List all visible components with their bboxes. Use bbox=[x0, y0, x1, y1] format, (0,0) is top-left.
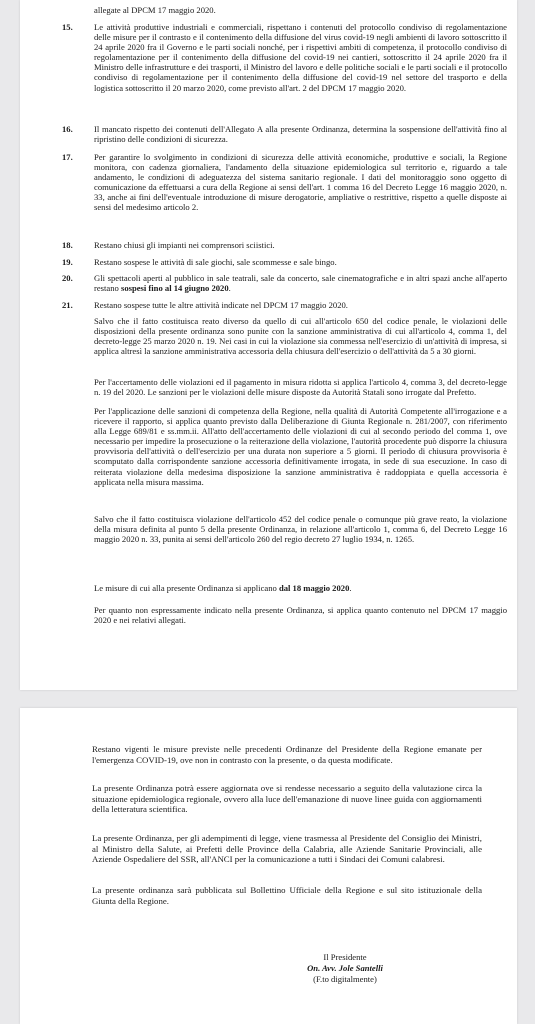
list-item-15 bbox=[62, 22, 507, 93]
signature-block bbox=[270, 952, 420, 986]
closing-paragraph: Per quanto non espressamente indicato nella presente Ordinanza, si applica quanto contenuto nel DPCM 17 maggio 2020 e nei relativi allegati. bbox=[94, 605, 507, 626]
effective-date-bold: dal 18 maggio 2020 bbox=[278, 583, 350, 593]
item-number: 15. bbox=[62, 22, 73, 32]
effective-date-paragraph bbox=[94, 583, 507, 593]
paragraph-trasmissione: La presente Ordinanza, per gli adempimenti di legge, viene trasmessa al Presidente del Consiglio dei Ministri, al Ministro della Salute, ai Prefetti delle Province della Calabria, alle Aziende Sanitarie Provinciali, alle Aziende Ospedaliere del SSR, all'ANCI per la comunicazione a tutti i Sindaci dei Comuni calabresi. bbox=[92, 833, 482, 865]
list-item-17 bbox=[62, 152, 507, 213]
list-item-20 bbox=[62, 273, 507, 293]
document-page-1 bbox=[20, 0, 517, 690]
item-text: Per garantire lo svolgimento in condizioni di sicurezza delle attività economiche, produttive e sociali, la Regione monitora, con cadenza giornaliera, l'andamento della situazione epidemiologica sul territorio e, riguardo a tale andamento, le condizioni di adeguatezza del sistema sanitario regionale. I dati del monitoraggio sono oggetto di comunicazione da effettuarsi a cura della Regione ai sensi dell'art. 1 comma 16 del Decreto Legge 16 maggio 2020, n. 33, anche ai fini dell'eventuale introduzione di misure derogatorie, ampliative o restrittive, rispetto a quelle disposte ai sensi del medesimo articolo 2. bbox=[94, 152, 507, 213]
document-page-2 bbox=[20, 708, 517, 1024]
list-item-16 bbox=[62, 124, 507, 144]
item-number: 18. bbox=[62, 240, 73, 250]
item-number: 17. bbox=[62, 152, 73, 162]
effective-date-end: . bbox=[349, 583, 352, 593]
paragraph-aggiornamento: La presente Ordinanza potrà essere aggiornata ove si rendesse necessario a seguito della valutazione circa la situazione epidemiologica regionale, ovvero alla luce dell'emanazione di nuove linee guida con aggiornamenti della letteratura scientifica. bbox=[92, 783, 482, 815]
signature-name: On. Avv. Jole Santelli bbox=[307, 963, 383, 974]
item-text: Il mancato rispetto dei contenuti dell'Allegato A alla presente Ordinanza, determina la sospensione dell'attività fino al ripristino delle condizioni di sicurezza. bbox=[94, 124, 507, 145]
list-item-18 bbox=[62, 240, 507, 250]
signature-role: Il Presidente bbox=[323, 952, 367, 962]
item-text bbox=[94, 273, 507, 293]
item-text: Le attività produttive industriali e commerciali, rispettano i contenuti del protocollo condiviso di regolamentazione delle misure per il contrasto e il contenimento della diffusione del virus covid-19 negli ambienti di lavoro sottoscritto il 24 aprile 2020 fra il Governo e le parti sociali nonché, per i rispettivi ambiti di competenza, il protocollo condiviso di regolamentazione per il contenimento della diffusione del covid-19 nei cantieri, sottoscritto il 24 aprile 2020 fra il Ministro delle infrastrutture e dei trasporti, il Ministro del lavoro e delle politiche sociali e le parti sociali e il protocollo condiviso di regolamentazione per il contenimento della diffusione del covid-19 nel settore del trasporto e della logistica sottoscritto il 20 marzo 2020, come previsto all'art. 2 del DPCM 17 maggio 2020. bbox=[94, 22, 507, 93]
regional-sanctions-paragraph: Per l'applicazione delle sanzioni di competenza della Regione, nella qualità di Autorità Competente all'irrogazione e a ricevere il rapporto, si applica quanto previsto dalla Deliberazione di Giunta Regionale n. 281/2007, con riferimento alla Legge 689/81 e ss.mm.ii. All'atto dell'accertamento delle violazioni di cui al secondo periodo del comma 1, ove necessario per impedire la prosecuzione o la reiterazione della violazione, l'autorità procedente può disporre la chiusura provvisoria dell'attività o dell'esercizio per una durata non superiore a 5 giorni. Il periodo di chiusura provvisoria è scomputato dalla corrispondente sanzione accessoria definitivamente irrogata, in sede di sua esecuzione. In caso di reiterata violazione della medesima disposizione la sanzione amministrativa è raddoppiata e quella accessoria è applicata nella misura massima. bbox=[94, 406, 507, 487]
item-text-part: Gli spettacoli aperti al pubblico in sale teatrali, sale da concerto, sale cinematografiche e in altri spazi anche all'aperto restano bbox=[94, 273, 507, 294]
item-text: Restano sospese le attività di sale giochi, sale scommesse e sale bingo. bbox=[94, 257, 337, 267]
list-item-19 bbox=[62, 257, 507, 267]
item-number: 21. bbox=[62, 300, 73, 310]
item-text: Restano chiusi gli impianti nei comprensori sciistici. bbox=[94, 240, 275, 250]
item-number: 20. bbox=[62, 273, 73, 283]
paragraph-pubblicazione: La presente ordinanza sarà pubblicata sul Bollettino Ufficiale della Regione e sul sito istituzionale della Giunta della Regione. bbox=[92, 885, 482, 906]
item-number: 19. bbox=[62, 257, 73, 267]
signature-note: (F.to digitalmente) bbox=[313, 974, 377, 985]
item-number: 16. bbox=[62, 124, 73, 134]
paragraph-vigenti: Restano vigenti le misure previste nelle precedenti Ordinanze del Presidente della Regione emanate per l'emergenza COVID-19, ove non in contrasto con la presente, o da questa modificate. bbox=[92, 744, 482, 765]
penal-code-paragraph: Salvo che il fatto costituisca violazione dell'articolo 452 del codice penale o comunque più grave reato, la violazione della misura definita al punto 5 della presente Ordinanza, in relazione all'articolo 1, comma 6, del Decreto Legge 16 maggio 2020 n. 33, punita ai sensi dell'articolo 260 del regio decreto 27 luglio 1934, n. 1265. bbox=[94, 514, 507, 545]
item-text-bold: sospesi fino al 14 giugno 2020 bbox=[120, 283, 229, 294]
list-item-21 bbox=[62, 300, 507, 310]
top-line: allegate al DPCM 17 maggio 2020. bbox=[94, 5, 216, 15]
sanctions-paragraph: Salvo che il fatto costituisca reato diverso da quello di cui all'articolo 650 del codice penale, le violazioni delle disposizioni della presente ordinanza sono punite con la sanzione amministrativa di cui all'articolo 4, comma 1, del decreto-legge 25 marzo 2020 n. 19. Nei casi in cui la violazione sia commessa nell'esercizio di un'attività di impresa, si applica altresì la sanzione amministrativa accessoria della chiusura dell'esercizio o dell'attività da 5 a 30 giorni. bbox=[94, 316, 507, 357]
assessment-paragraph: Per l'accertamento delle violazioni ed il pagamento in misura ridotta si applica l'articolo 4, comma 3, del decreto-legge n. 19 del 2020. Le sanzioni per le violazioni delle misure disposte da Autorità Statali sono irrogate dal Prefetto. bbox=[94, 377, 507, 398]
item-text: Restano sospese tutte le altre attività indicate nel DPCM 17 maggio 2020. bbox=[94, 300, 348, 310]
effective-date-text: Le misure di cui alla presente Ordinanza si applicano bbox=[94, 583, 279, 593]
item-text-end: . bbox=[228, 283, 231, 294]
